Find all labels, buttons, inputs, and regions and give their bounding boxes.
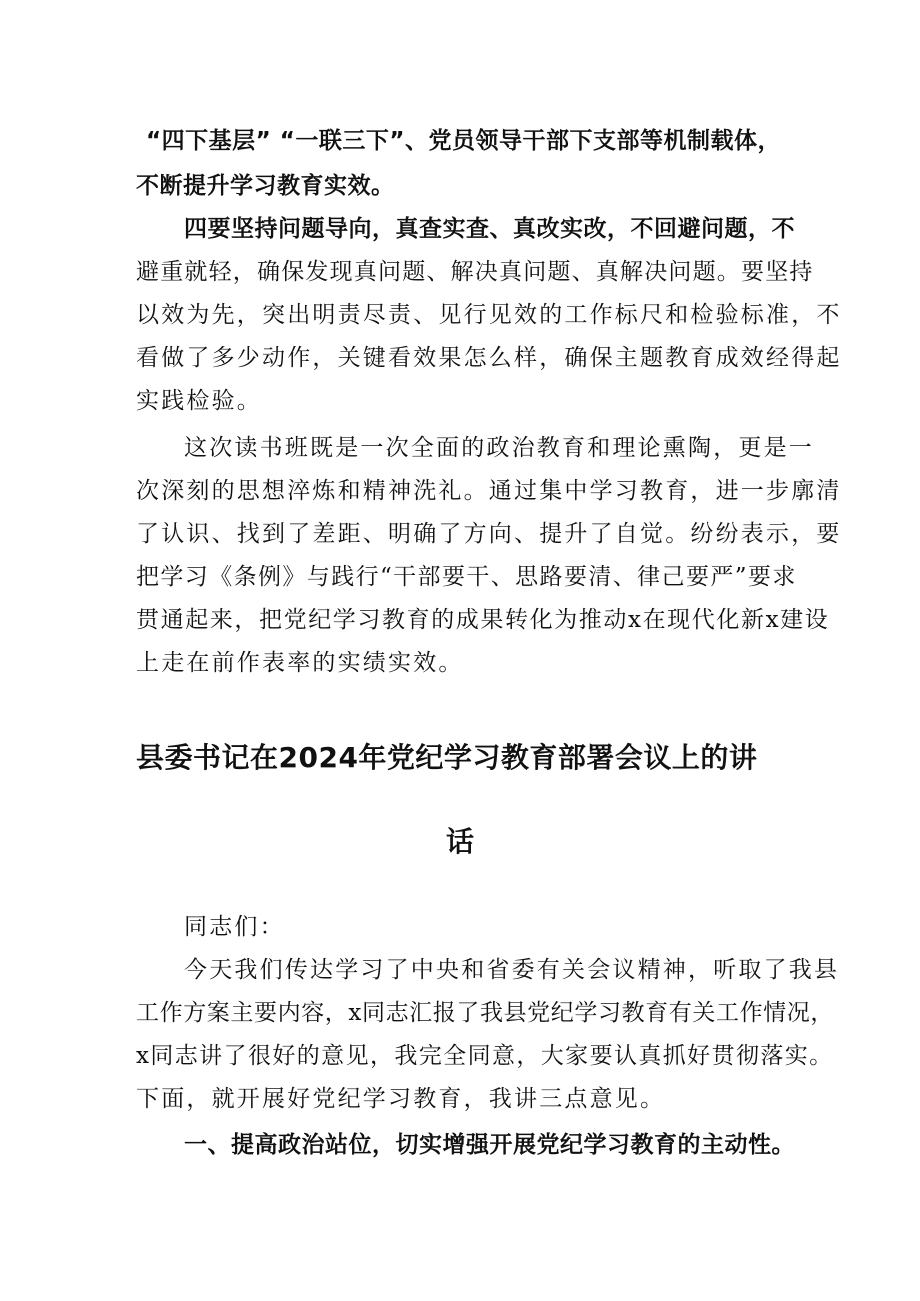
paragraph-line: 实践检验。: [136, 388, 262, 414]
paragraph-line: 这次读书班既是一次全面的政治教育和理论熏陶，更是一: [184, 435, 814, 461]
paragraph-line: 上走在前作表率的实绩实效。: [136, 650, 464, 676]
paragraph-line: 工作方案主要内容，x同志汇报了我县党纪学习教育有关工作情况，: [136, 1000, 834, 1026]
paragraph-line: x同志讲了很好的意见，我完全同意，大家要认真抓好贯彻落实。: [136, 1043, 834, 1069]
paragraph-line: 四要坚持问题导向，真查实查、真改实改，不回避问题，不: [184, 216, 795, 242]
paragraph-line: 避重就轻，确保发现真问题、解决真问题、真解决问题。要坚持: [136, 259, 814, 285]
paragraph-line: 看做了多少动作，关键看效果怎么样，确保主题教育成效经得起: [136, 345, 842, 371]
paragraph-line: 今天我们传达学习了中央和省委有关会议精神，听取了我县: [184, 957, 840, 983]
section-heading: 一、提高政治站位，切实增强开展党纪学习教育的主动性。: [184, 1132, 795, 1158]
paragraph-line: 不断提升学习教育实效。: [136, 173, 395, 199]
paragraph-line: 次深刻的思想淬炼和精神洗礼。通过集中学习教育，进一步廓清: [136, 478, 842, 504]
paragraph-line: 以效为先，突出明责尽责、见行见效的工作标尺和检验标准，不: [136, 302, 842, 328]
paragraph-line: 把学习《条例》与践行“干部要干、思路要清、律己要严”要求: [136, 564, 797, 590]
speech-title-line-2: 话: [446, 825, 475, 858]
paragraph-line: 下面，就开展好党纪学习教育，我讲三点意见。: [136, 1086, 666, 1112]
paragraph-line: 贯通起来，把党纪学习教育的成果转化为推动x在现代化新x建设: [136, 607, 830, 633]
paragraph-line: “四下基层” “一联三下”、党员领导干部下支部等机制载体，: [146, 128, 781, 154]
speech-title-line-1: 县委书记在2024年党纪学习教育部署会议上的讲: [136, 741, 758, 774]
salutation: 同志们：: [184, 914, 285, 940]
paragraph-line: 了认识、找到了差距、明确了方向、提升了自觉。纷纷表示，要: [136, 521, 842, 547]
